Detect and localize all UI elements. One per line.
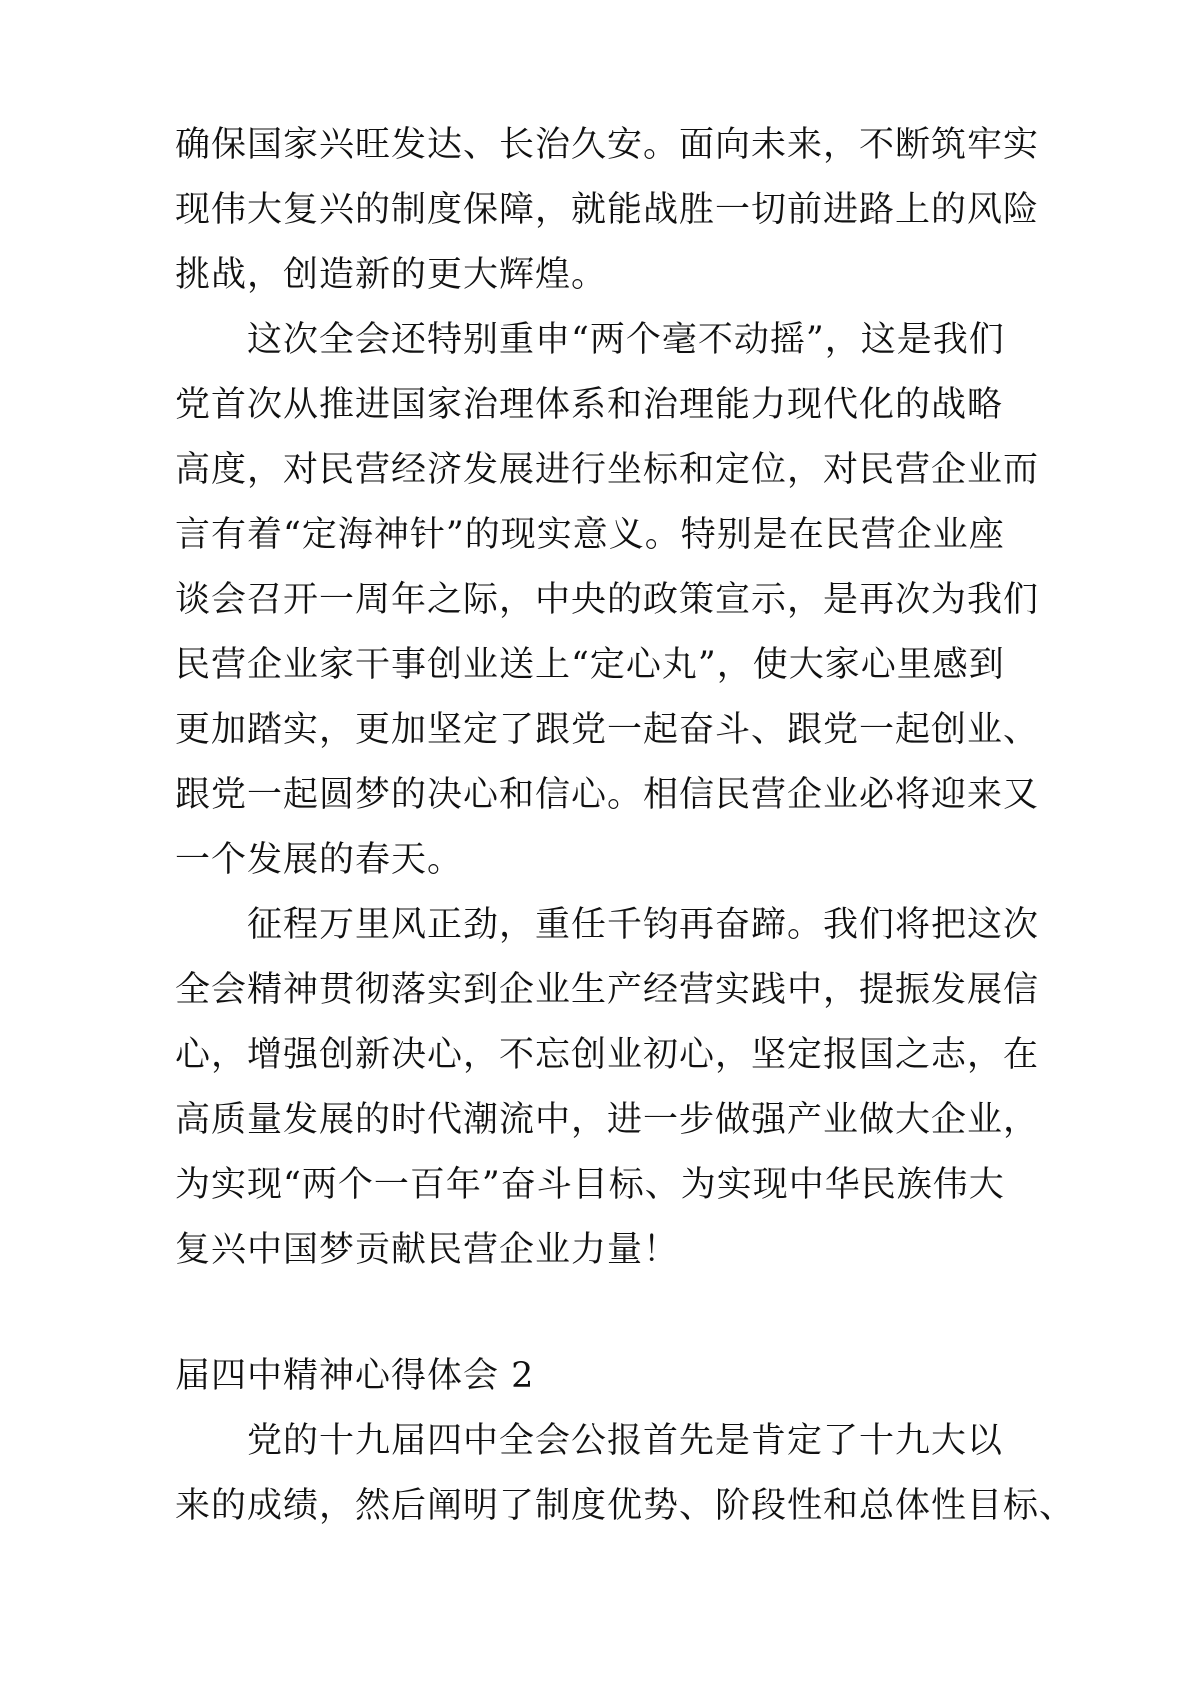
text-line: 来的成绩，然后阐明了制度优势、阶段性和总体性目标、	[175, 1486, 1076, 1526]
text-line: 高度，对民营经济发展进行坐标和定位，对民营企业而	[175, 450, 1040, 490]
text-line: 高质量发展的时代潮流中，进一步做强产业做大企业，	[175, 1100, 1040, 1140]
text-line: 更加踏实，更加坚定了跟党一起奋斗、跟党一起创业、	[175, 710, 1040, 750]
text-line: 现伟大复兴的制度保障，就能战胜一切前进路上的风险	[175, 190, 1040, 230]
text-line: 民营企业家干事创业送上“定心丸”，使大家心里感到	[175, 645, 1005, 685]
paragraph	[175, 1409, 1076, 1539]
text-line: 心，增强创新决心，不忘创业初心，坚定报国之志，在	[175, 1035, 1040, 1075]
text-line: 全会精神贯彻落实到企业生产经营实践中，提振发展信	[175, 970, 1040, 1010]
text-line: 征程万里风正劲，重任千钧再奋蹄。我们将把这次	[247, 905, 1040, 945]
text-line: 跟党一起圆梦的决心和信心。相信民营企业必将迎来又	[175, 775, 1040, 815]
text-line: 这次全会还特别重申“两个毫不动摇”，这是我们	[247, 320, 1005, 360]
text-line: 复兴中国梦贡献民营企业力量！	[175, 1230, 680, 1270]
text-line: 党首次从推进国家治理体系和治理能力现代化的战略	[175, 385, 1004, 425]
section-heading: 届四中精神心得体会 2	[175, 1356, 535, 1396]
document-body	[175, 113, 1076, 1539]
paragraph	[175, 893, 1040, 1283]
text-line: 确保国家兴旺发达、长治久安。面向未来，不断筑牢实	[175, 125, 1040, 165]
text-line: 党的十九届四中全会公报首先是肯定了十九大以	[247, 1421, 1004, 1461]
text-line: 为实现“两个一百年”奋斗目标、为实现中华民族伟大	[175, 1165, 1005, 1205]
paragraph	[175, 113, 1040, 308]
text-line: 挑战，创造新的更大辉煌。	[175, 255, 608, 295]
paragraph	[175, 308, 1040, 893]
text-line: 谈会召开一周年之际，中央的政策宣示，是再次为我们	[175, 580, 1040, 620]
text-line: 言有着“定海神针”的现实意义。特别是在民营企业座	[175, 515, 1005, 555]
text-line: 一个发展的春天。	[175, 840, 464, 880]
